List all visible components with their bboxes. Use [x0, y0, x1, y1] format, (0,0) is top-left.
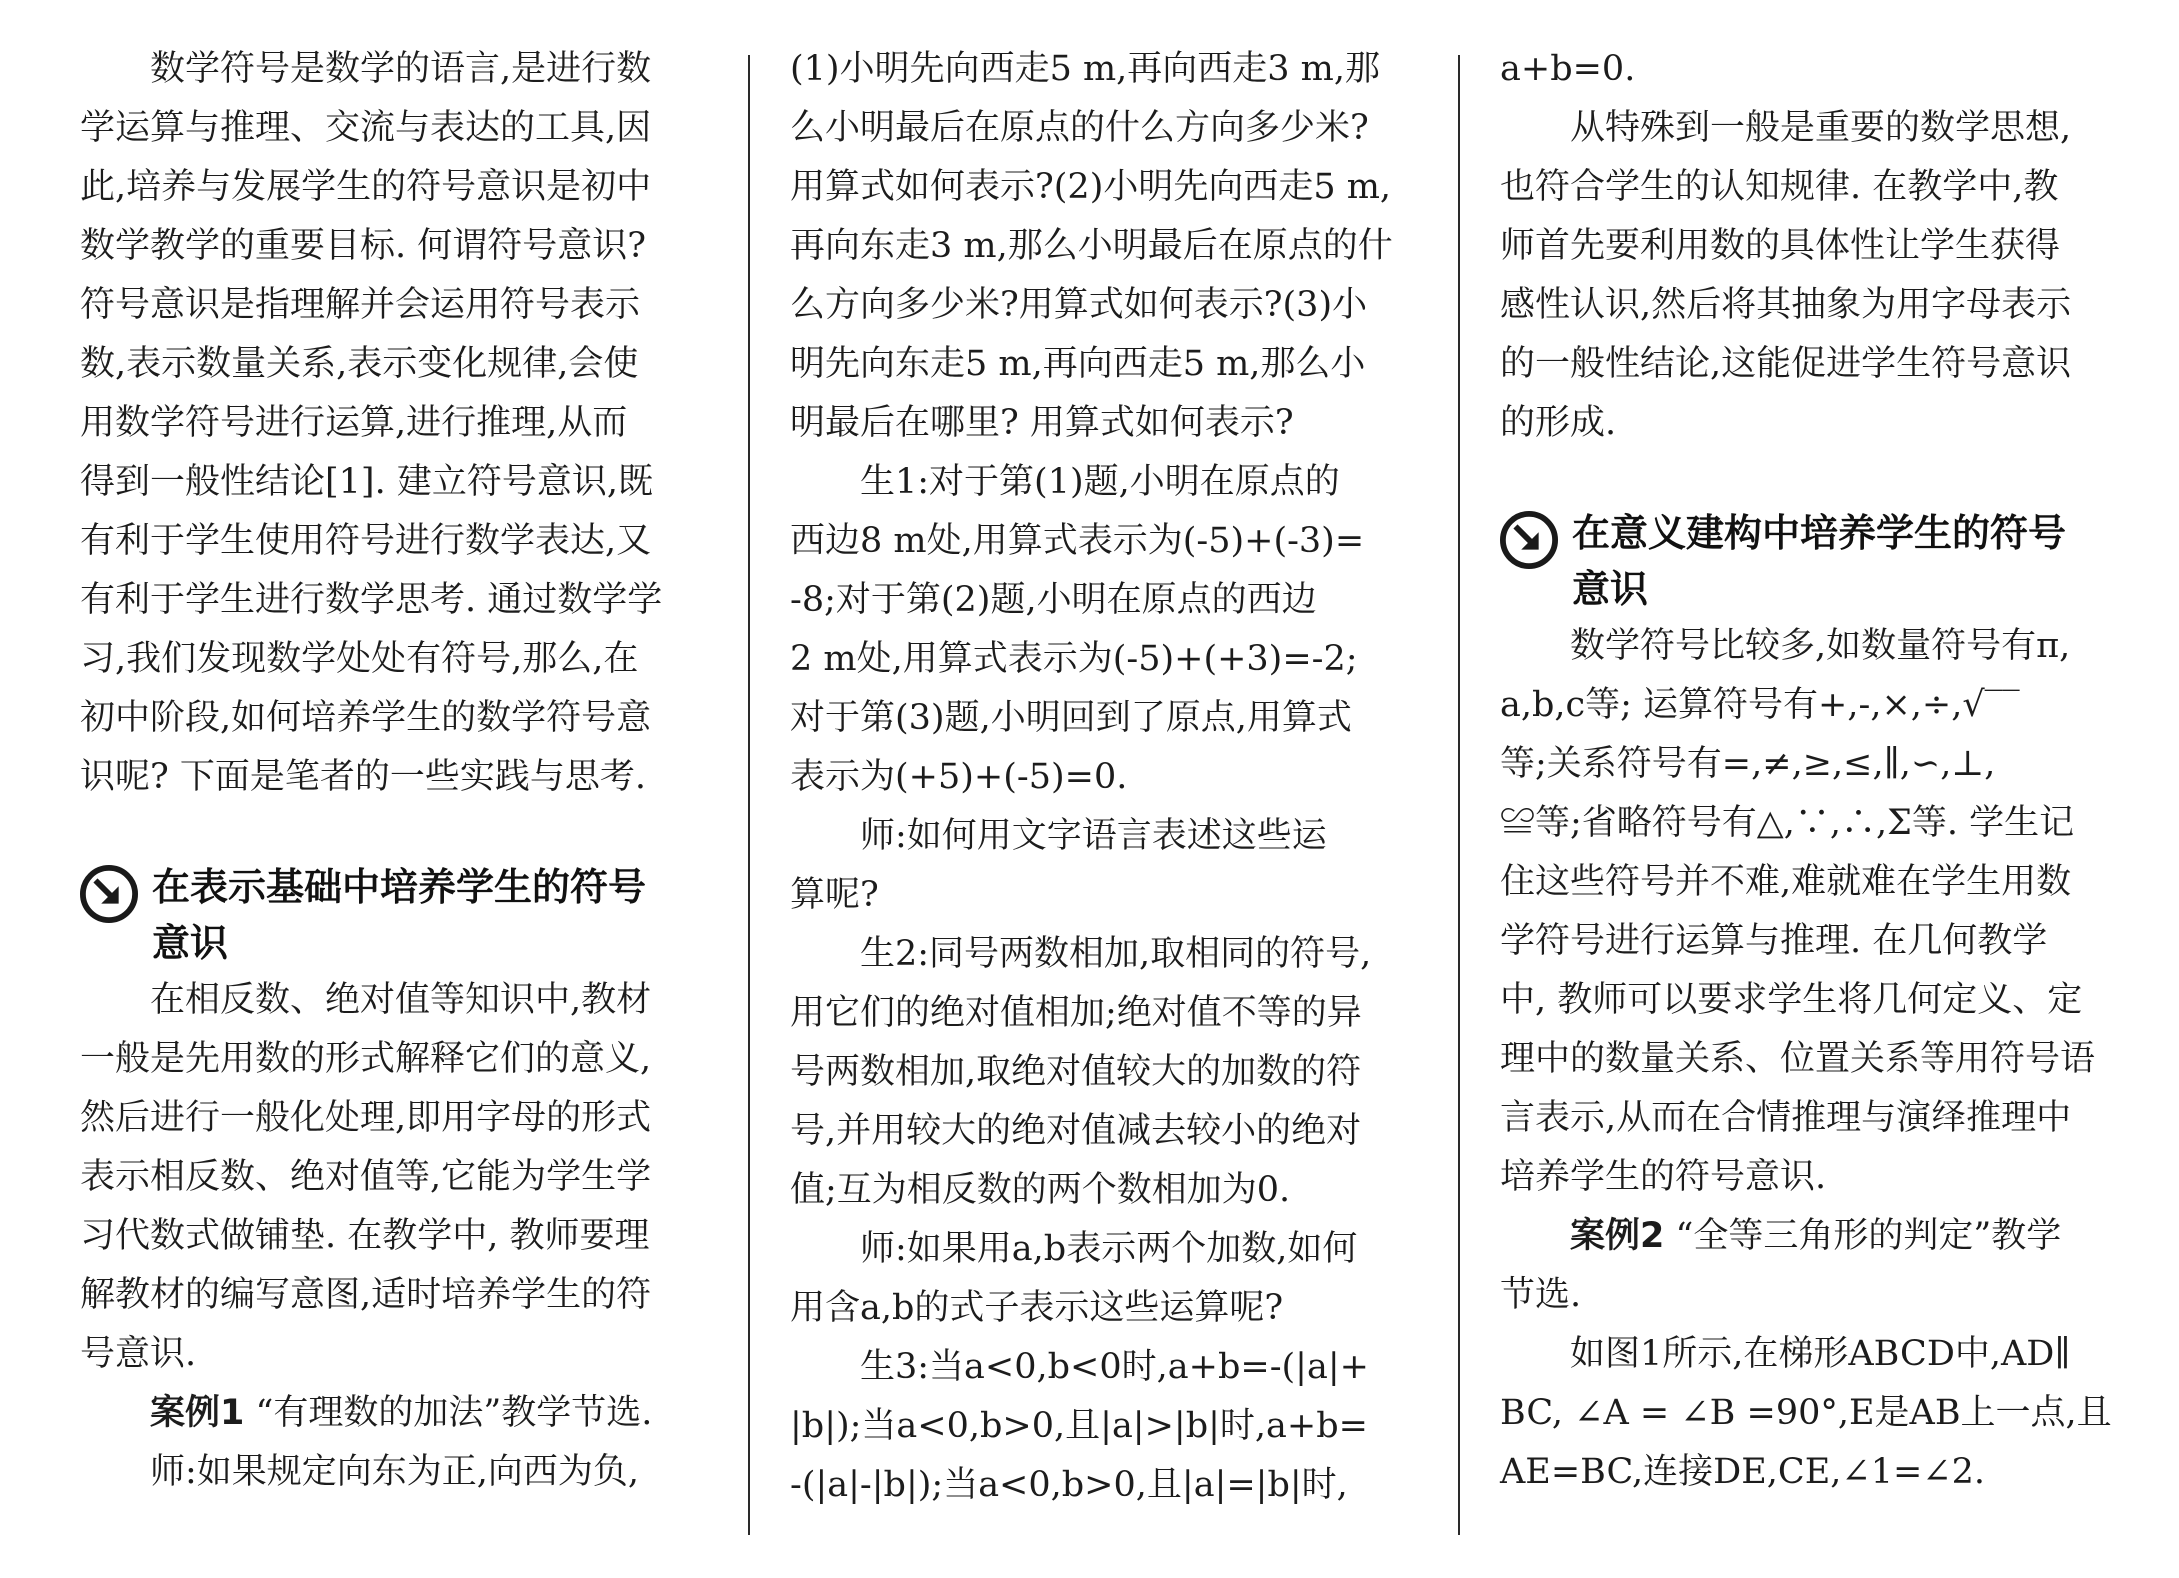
text-line: 学运算与推理、交流与表达的工具,因: [80, 108, 652, 148]
text-line: 从特殊到一般是重要的数学思想,: [1500, 108, 2072, 148]
text-line: 用它们的绝对值相加;绝对值不等的异: [790, 993, 1362, 1033]
text-line: 习代数式做铺垫. 在教学中, 教师要理: [80, 1216, 650, 1256]
text-line: 学符号进行运算与推理. 在几何教学: [1500, 921, 2048, 961]
text-line: 再向东走3 m,那么小明最后在原点的什: [790, 226, 1393, 266]
case-1-title: [80, 1384, 710, 1443]
text-line: |b|);当a<0,b>0,且|a|>|b|时,a+b=: [790, 1406, 1368, 1446]
text-line: 初中阶段,如何培养学生的数学符号意: [80, 698, 652, 738]
text-line: 感性认识,然后将其抽象为用字母表示: [1500, 285, 2072, 325]
text-line: 用算式如何表示?(2)小明先向西走5 m,: [790, 167, 1392, 207]
text-line: 师:如何用文字语言表述这些运: [790, 816, 1327, 856]
text-line: 识呢? 下面是笔者的一些实践与思考.: [80, 757, 647, 797]
case-label: 案例1: [150, 1393, 245, 1433]
text-line: 号,并用较大的绝对值减去较小的绝对: [790, 1111, 1362, 1151]
text-line: 号两数相加,取绝对值较大的加数的符: [790, 1052, 1362, 1092]
text-line: 有利于学生进行数学思考. 通过数学学: [80, 580, 663, 620]
text-line: (1)小明先向西走5 m,再向西走3 m,那: [790, 49, 1380, 89]
case-title-text: “全等三角形的判定”教学: [1664, 1216, 2062, 1256]
text-line: a,b,c等; 运算符号有+,-,×,÷,√‾‾: [1500, 685, 2020, 725]
text-line: 得到一般性结论[1]. 建立符号意识,既: [80, 462, 653, 502]
case-label: 案例2: [1570, 1216, 1665, 1256]
text-line: 算呢?: [790, 875, 879, 915]
text-line: 也符合学生的认知规律. 在教学中,教: [1500, 167, 2059, 207]
text-line: 如图1所示,在梯形ABCD中,AD∥: [1500, 1334, 2071, 1374]
text-line: a+b=0.: [1500, 49, 1636, 89]
text-line: 的形成.: [1500, 403, 1617, 443]
text-line: 符号意识是指理解并会运用符号表示: [80, 285, 641, 325]
text-line: 中, 教师可以要求学生将几何定义、定: [1500, 980, 2083, 1020]
text-line: 用数学符号进行运算,进行推理,从而: [80, 403, 628, 443]
text-line: 2 m处,用算式表示为(-5)+(+3)=-2;: [790, 639, 1358, 679]
text-line: 师:如果用a,b表示两个加数,如何: [790, 1229, 1358, 1269]
column-divider: [748, 55, 750, 1535]
text-line: 习,我们发现数学处处有符号,那么,在: [80, 639, 639, 679]
text-line: 师首先要利用数的具体性让学生获得: [1500, 226, 2061, 266]
text-line: -(|a|-|b|);当a<0,b>0,且|a|=|b|时,: [790, 1465, 1348, 1505]
text-line: AE=BC,连接DE,CE,∠1=∠2.: [1500, 1452, 1986, 1492]
text-line: 有利于学生使用符号进行数学表达,又: [80, 521, 652, 561]
section-heading-line: 意识: [1572, 567, 1649, 611]
text-line: 数学符号比较多,如数量符号有π,: [1500, 626, 2071, 666]
intro-paragraph: [80, 40, 710, 807]
column-divider: [1458, 55, 1460, 1535]
column-2: [790, 40, 1420, 1515]
text-line: 生3:当a<0,b<0时,a+b=-(|a|+: [790, 1347, 1369, 1387]
text-line: 值;互为相反数的两个数相加为0.: [790, 1170, 1291, 1210]
column-3: [1500, 40, 2130, 1502]
text-line: -8;对于第(2)题,小明在原点的西边: [790, 580, 1317, 620]
section-heading-line: 意识: [152, 921, 229, 965]
text-line: 师:如果规定向东为正,向西为负,: [80, 1452, 640, 1492]
text-line: 么小明最后在原点的什么方向多少米?: [790, 108, 1369, 148]
text-line: 在相反数、绝对值等知识中,教材: [80, 980, 652, 1020]
text-line: 表示为(+5)+(-5)=0.: [790, 757, 1128, 797]
case-2-title: [1500, 1207, 2130, 1266]
case2-paragraph: [1500, 1325, 2130, 1502]
text-line: BC, ∠A = ∠B =90°,E是AB上一点,且: [1500, 1393, 2112, 1433]
text-line: 数,表示数量关系,表示变化规律,会使: [80, 344, 639, 384]
text-line: 么方向多少米?用算式如何表示?(3)小: [790, 285, 1368, 325]
text-line: 理中的数量关系、位置关系等用符号语: [1500, 1039, 2096, 1079]
text-line: 明最后在哪里? 用算式如何表示?: [790, 403, 1294, 443]
text-line: 表示相反数、绝对值等,它能为学生学: [80, 1157, 652, 1197]
circle-arrow-icon: [1500, 511, 1558, 569]
section-heading-1: [80, 859, 710, 971]
text-line: 节选.: [1500, 1275, 1582, 1315]
circle-arrow-icon: [80, 865, 138, 923]
section-heading-line: 在意义建构中培养学生的符号: [1572, 511, 2067, 555]
column-1: [80, 40, 710, 1502]
text-line: 用含a,b的式子表示这些运算呢?: [790, 1288, 1284, 1328]
text-line: 号意识.: [80, 1334, 197, 1374]
text-line: 培养学生的符号意识.: [1500, 1157, 1827, 1197]
text-line: 数学符号是数学的语言,是进行数: [80, 49, 652, 89]
text-line: 住这些符号并不难,难就难在学生用数: [1500, 862, 2072, 902]
text-line: 数学教学的重要目标. 何谓符号意识?: [80, 226, 647, 266]
text-line: 生1:对于第(1)题,小明在原点的: [790, 462, 1340, 502]
text-line: 此,培养与发展学生的符号意识是初中: [80, 167, 652, 207]
text-line: 西边8 m处,用算式表示为(-5)+(-3)=: [790, 521, 1365, 561]
text-line: 一般是先用数的形式解释它们的意义,: [80, 1039, 652, 1079]
text-line: ≌等;省略符号有△,∵,∴,Σ等. 学生记: [1500, 803, 2075, 843]
section-heading-line: 在表示基础中培养学生的符号: [152, 865, 647, 909]
text-line: 生2:同号两数相加,取相同的符号,: [790, 934, 1372, 974]
text-line: 然后进行一般化处理,即用字母的形式: [80, 1098, 652, 1138]
section2-paragraph: [1500, 617, 2130, 1207]
text-line: 言表示,从而在合情推理与演绎推理中: [1500, 1098, 2072, 1138]
text-line: 明先向东走5 m,再向西走5 m,那么小: [790, 344, 1366, 384]
text-line: 对于第(3)题,小明回到了原点,用算式: [790, 698, 1352, 738]
section1-paragraph: [80, 971, 710, 1384]
text-line: 解教材的编写意图,适时培养学生的符: [80, 1275, 652, 1315]
section-heading-2: [1500, 505, 2130, 617]
conclusion-paragraph: [1500, 40, 2130, 453]
text-line: 的一般性结论,这能促进学生符号意识: [1500, 344, 2072, 384]
text-line: 等;关系符号有=,≠,≥,≤,∥,∽,⊥,: [1500, 744, 1996, 784]
case-title-text: “有理数的加法”教学节选.: [244, 1393, 653, 1433]
